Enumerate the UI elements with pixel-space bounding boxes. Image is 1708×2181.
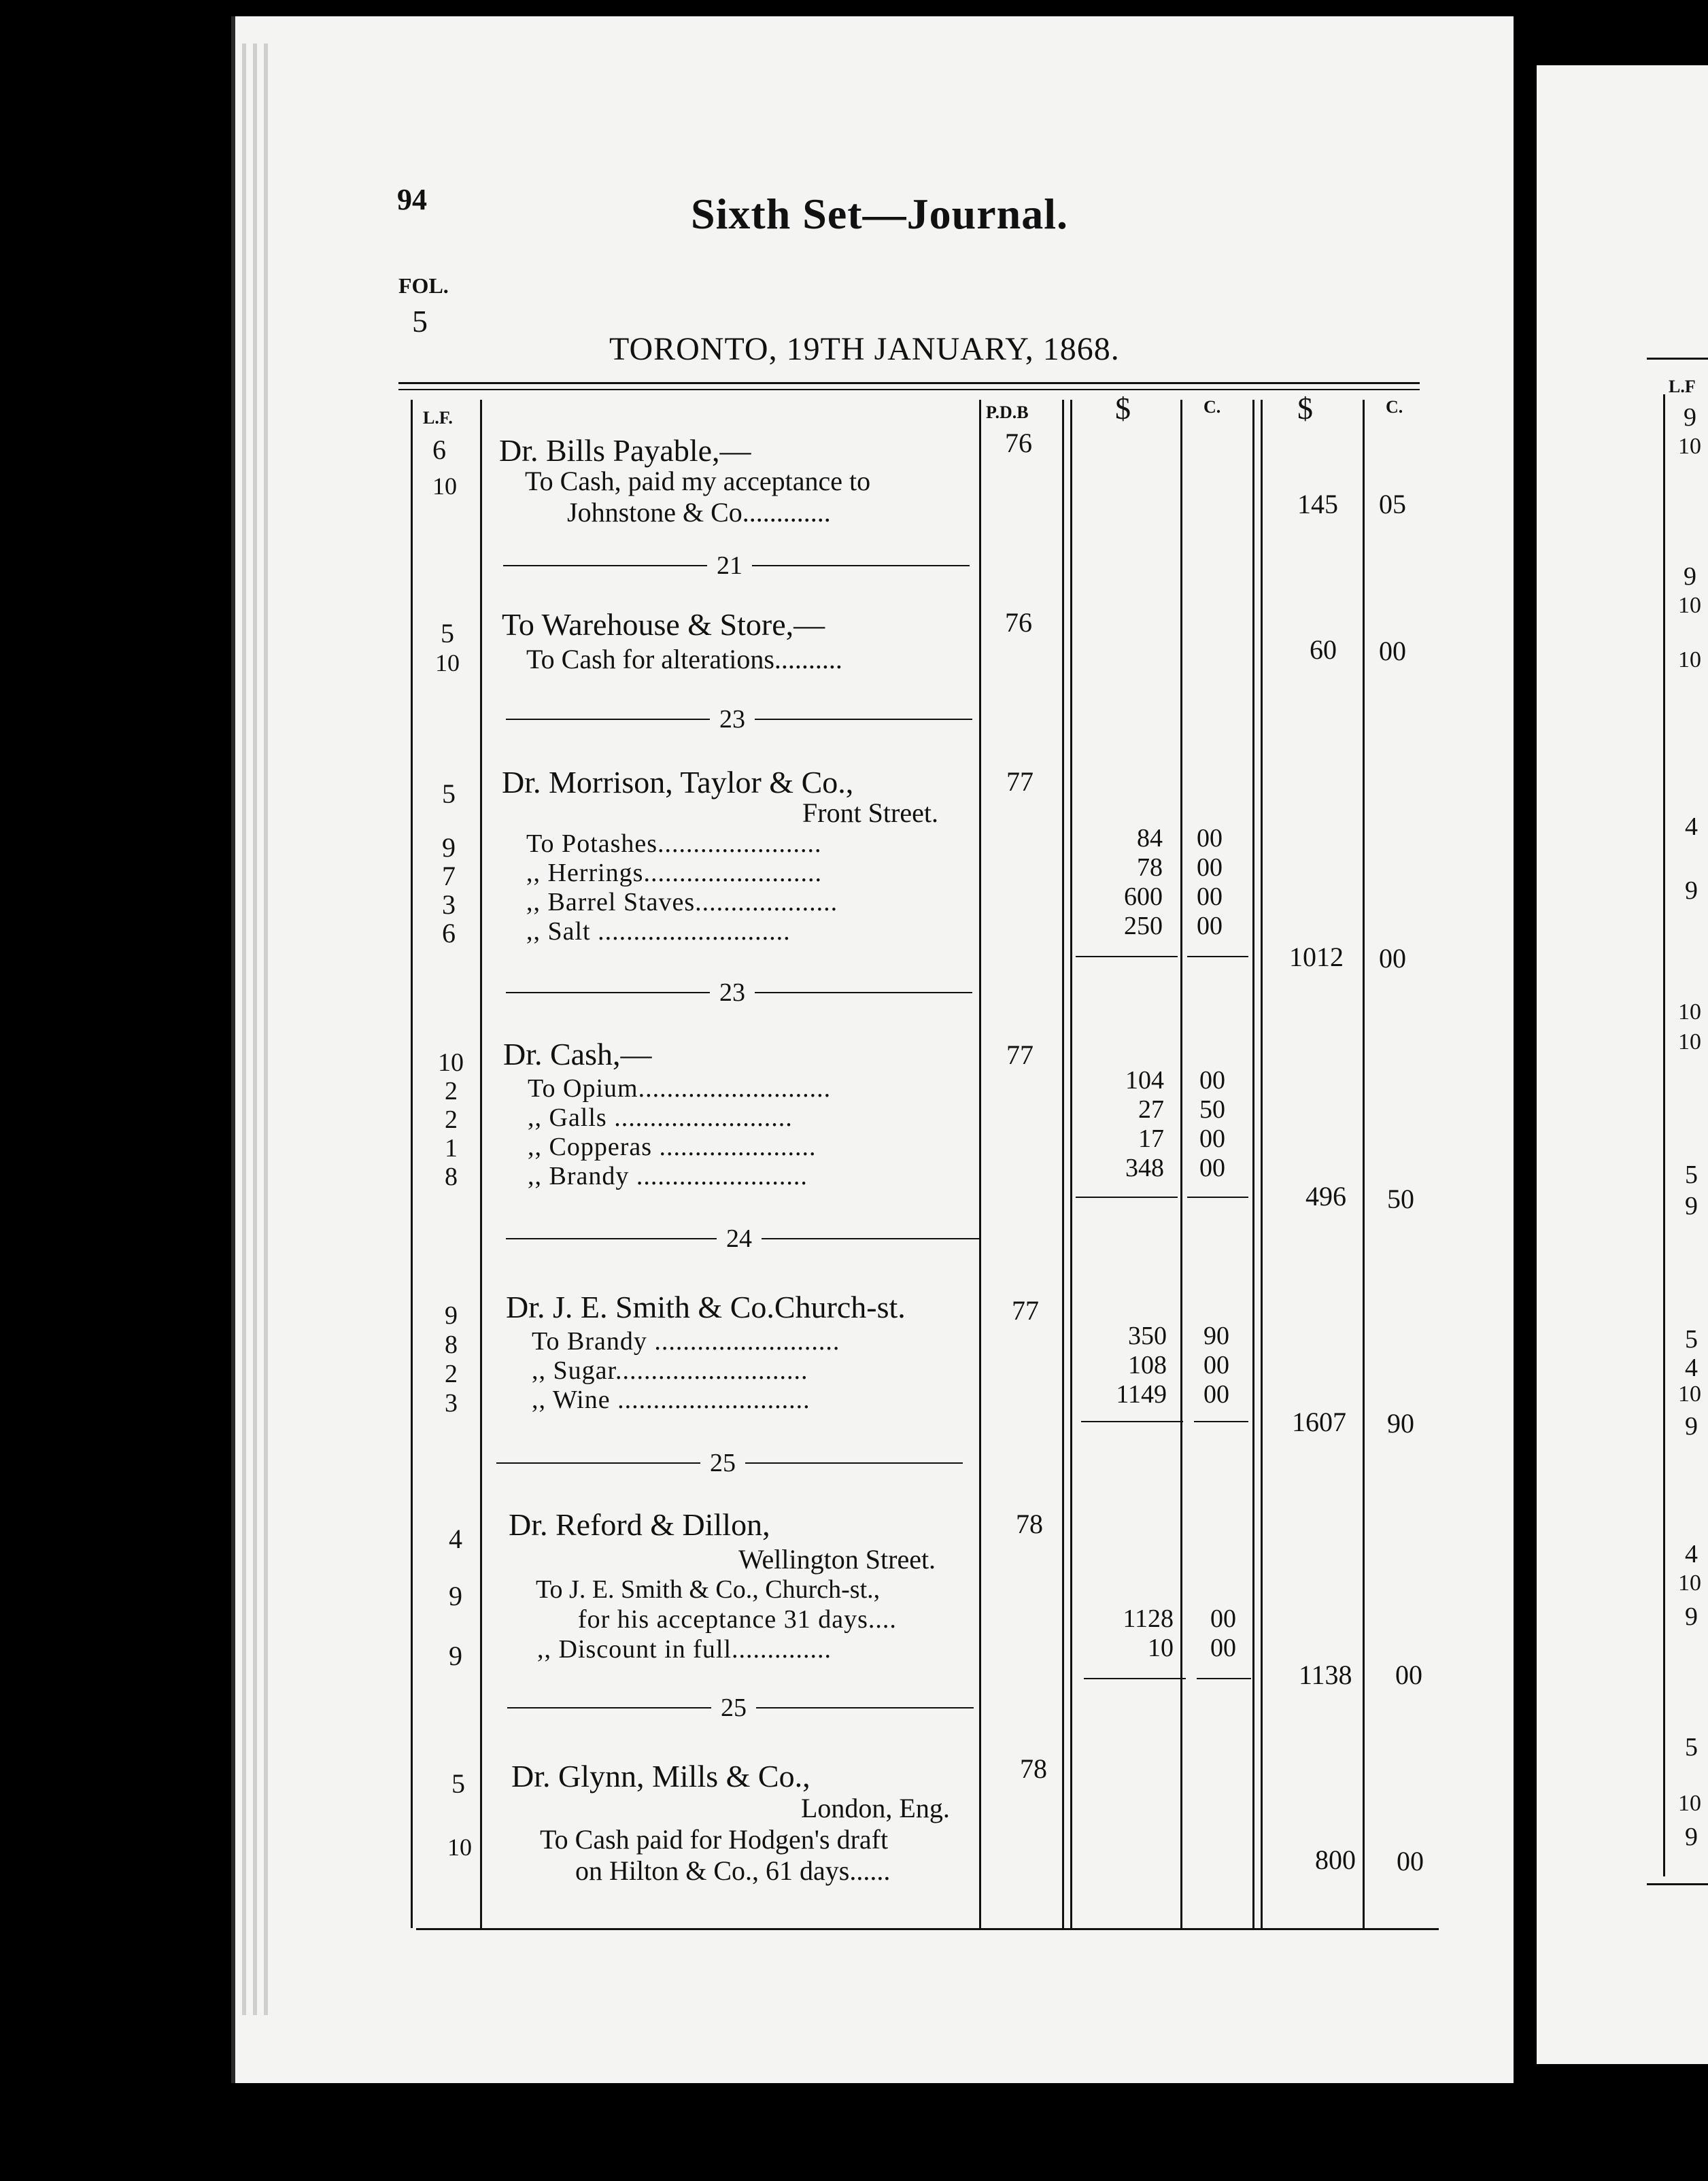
item-label: To Opium........................... [528,1074,832,1103]
entry-title: Dr. Morrison, Taylor & Co., [502,765,854,800]
entry-line: To Cash, paid my acceptance to [525,466,871,496]
facing-folio: 10 [1678,647,1701,672]
ledger-folio: 1 [445,1134,458,1163]
column-rule [1180,400,1182,1928]
facing-lf-header: L.F [1669,377,1696,396]
lf-column-header: L.F. [423,408,453,428]
facing-page [1537,65,1708,2064]
date-divider [506,978,972,1008]
total-cents: 00 [1379,636,1406,666]
date-divider [496,1448,963,1478]
ledger-folio: 10 [435,649,460,676]
item-label: for his acceptance 31 days.... [578,1605,897,1634]
column-rule [480,400,482,1928]
item-cents: 00 [1197,824,1223,853]
facing-page-rule [1647,1883,1708,1885]
ledger-folio: 10 [438,1048,464,1077]
entry-subtitle: London, Eng. [801,1793,950,1823]
fol-number: 5 [412,304,428,339]
item-label: ,, Galls ......................... [528,1103,793,1132]
item-dollars: 1149 [1116,1380,1167,1409]
item-dollars: 10 [1148,1634,1174,1662]
item-dollars: 1128 [1123,1604,1174,1633]
entry-line: To Cash for alterations.......... [526,644,842,674]
item-cents-list [1203,1322,1229,1409]
facing-folio: 10 [1678,1381,1701,1407]
dollars-column-header: $ [1297,391,1313,426]
item-dollars: 78 [1137,853,1163,882]
item-dollars: 84 [1137,824,1163,853]
ledger-folio: 2 [445,1105,458,1134]
item-cents: 00 [1199,1124,1225,1153]
top-rule-thin [398,389,1420,390]
subtotal-rule [1081,1421,1183,1422]
date-divider [503,551,970,581]
column-rule [1062,400,1064,1928]
ledger-folio: 9 [449,1581,462,1611]
entry-subtitle: Front Street. [802,797,938,828]
subtotal-rule [1197,1678,1251,1679]
ledger-folio: 5 [441,618,454,649]
total-cents: 05 [1379,489,1406,519]
item-dollar-list [1088,1066,1164,1183]
ledger-folio: 7 [442,861,456,891]
column-rule [1363,400,1365,1928]
total-dollars: 60 [1310,634,1337,665]
pdb-column-header: P.D.B [986,402,1029,422]
facing-page-rule [1647,358,1708,360]
date-label: 21 [717,551,742,580]
item-dollars: 250 [1124,912,1163,940]
posting-ref: 77 [1006,1040,1034,1070]
total-cents: 00 [1395,1660,1422,1690]
posting-ref: 77 [1012,1295,1039,1326]
item-cents: 00 [1210,1604,1236,1633]
item-cents-list [1199,1066,1225,1183]
item-cents: 00 [1199,1066,1225,1095]
ledger-folio: 8 [445,1163,458,1191]
facing-folio: 4 [1685,1354,1698,1382]
entry-line: Johnstone & Co............. [567,497,831,528]
subtotal-rule [1187,1197,1248,1198]
column-rule [411,400,413,1928]
item-label: ,, Sugar........................... [532,1356,808,1385]
item-cents: 00 [1203,1380,1229,1409]
total-dollars: 145 [1297,489,1338,519]
date-divider [506,1224,979,1254]
item-label-list [526,829,838,946]
ledger-folio: 3 [442,889,456,920]
total-cents: 90 [1387,1408,1414,1439]
item-dollars: 104 [1125,1066,1164,1095]
page-edge [264,44,268,2015]
posting-ref: 77 [1006,766,1034,797]
page-title: Sixth Set—Journal. [691,190,1068,238]
total-cents: 50 [1387,1184,1414,1214]
item-label: ,, Herrings......................... [526,859,822,887]
entry-title: Dr. Glynn, Mills & Co., [511,1759,810,1793]
total-dollars: 1138 [1299,1660,1352,1690]
subtotal-rule [1076,1197,1178,1198]
cents-column-header: C. [1203,397,1221,417]
facing-folio: 5 [1685,1161,1698,1189]
ledger-folio: 2 [445,1360,458,1388]
entry-title: Dr. Bills Payable,— [499,433,751,468]
facing-folio: 4 [1685,1540,1698,1568]
facing-folio: 9 [1685,1823,1698,1851]
facing-column-rule [1663,394,1665,1876]
ledger-folio-list [438,1048,464,1191]
column-rule [979,400,981,1928]
facing-folio: 10 [1678,1791,1701,1816]
item-cents: 00 [1197,882,1223,911]
fol-label: FOL. [398,273,449,298]
entry-title: Dr. J. E. Smith & Co.Church-st. [506,1290,906,1324]
subtotal-rule [1187,956,1248,957]
ledger-folio: 10 [447,1834,472,1861]
column-rule [1261,400,1263,1928]
subtotal-rule [1084,1678,1186,1679]
date-label: 25 [710,1449,736,1477]
facing-folio: 9 [1685,1602,1698,1631]
item-dollar-list [1095,1604,1174,1663]
date-label: 24 [726,1224,752,1253]
item-dollar-list [1088,824,1163,941]
item-label: ,, Salt ........................... [526,917,791,946]
ledger-folio-list [445,1301,458,1418]
facing-folio: 10 [1678,434,1701,459]
item-cents: 00 [1199,1154,1225,1182]
item-cents: 50 [1199,1095,1225,1124]
ledger-folio: 5 [442,778,456,809]
date-label: 23 [719,978,745,1007]
item-dollars: 17 [1138,1124,1164,1153]
posting-ref: 78 [1016,1509,1043,1539]
total-cents: 00 [1379,943,1406,974]
total-dollars: 1012 [1289,942,1344,972]
total-dollars: 800 [1315,1844,1356,1875]
item-dollars: 108 [1128,1351,1167,1379]
facing-folio: 9 [1684,562,1696,591]
item-dollar-list [1091,1322,1167,1409]
item-cents: 00 [1197,853,1223,882]
ledger-folio: 9 [445,1301,458,1330]
dollars-column-header: $ [1115,391,1131,426]
column-rule [1070,400,1072,1928]
ledger-folio: 5 [451,1768,465,1799]
entry-line: on Hilton & Co., 61 days...... [575,1855,891,1886]
item-cents-list [1197,824,1223,941]
page-edge [253,44,257,2015]
ledger-folio: 3 [445,1389,458,1418]
facing-folio: 10 [1678,999,1701,1025]
facing-folio: 9 [1684,403,1696,432]
posting-ref: 78 [1020,1753,1047,1784]
item-dollars: 27 [1138,1095,1164,1124]
item-label: ,, Wine ........................... [532,1386,810,1414]
facing-folio: 10 [1678,1570,1701,1596]
item-label: ,, Copperas ...................... [528,1133,817,1161]
ledger-folio: 6 [442,918,456,948]
item-cents: 90 [1203,1322,1229,1350]
date-heading: TORONTO, 19TH JANUARY, 1868. [609,331,1120,367]
facing-folio: 10 [1678,1029,1701,1054]
ledger-folio: 9 [442,832,456,863]
total-dollars: 496 [1305,1181,1346,1212]
item-cents-list [1210,1604,1236,1663]
entry-title: To Warehouse & Store,— [502,607,825,642]
bottom-rule [416,1928,1439,1930]
item-dollars: 350 [1128,1322,1167,1350]
date-divider [506,704,972,734]
item-dollars: 348 [1125,1154,1164,1182]
ledger-folio: 6 [432,434,446,465]
ledger-folio: 4 [449,1524,462,1554]
item-label: To Potashes....................... [526,829,822,858]
facing-folio: 5 [1685,1325,1698,1354]
facing-folio: 9 [1685,1192,1698,1220]
subtotal-rule [1194,1421,1248,1422]
ledger-folio: 8 [445,1330,458,1359]
facing-folio: 10 [1678,593,1701,618]
ledger-folio: 10 [432,473,457,500]
item-label: ,, Barrel Staves.................... [526,888,838,916]
entry-title: Dr. Cash,— [503,1037,652,1071]
item-label-list [532,1327,840,1415]
date-label: 23 [719,705,745,734]
total-dollars: 1607 [1292,1407,1346,1437]
facing-folio: 5 [1685,1733,1698,1762]
posting-ref: 76 [1005,428,1032,458]
page-number: 94 [397,183,427,216]
ledger-folio-list [442,834,456,948]
page-edge [242,44,246,2015]
column-rule [1252,400,1254,1928]
facing-folio: 9 [1685,1412,1698,1441]
date-divider [507,1693,974,1723]
item-cents: 00 [1203,1351,1229,1379]
item-label-list [528,1074,831,1191]
top-rule [398,382,1420,384]
posting-ref: 76 [1005,607,1032,638]
date-label: 25 [721,1694,747,1722]
subtotal-rule [1076,956,1178,957]
item-label: ,, Brandy ........................ [528,1162,808,1190]
item-label: To J. E. Smith & Co., Church-st., [536,1575,881,1604]
total-cents: 00 [1397,1846,1424,1876]
item-label: To Brandy .......................... [532,1327,840,1356]
cents-column-header: C. [1386,397,1403,417]
item-dollars: 600 [1124,882,1163,911]
entry-subtitle: Wellington Street. [738,1544,936,1575]
item-cents: 00 [1210,1634,1236,1662]
ledger-folio: 9 [449,1641,462,1671]
facing-folio: 4 [1685,812,1698,841]
entry-line: To Cash paid for Hodgen's draft [540,1824,889,1855]
ledger-folio: 2 [445,1077,458,1105]
entry-title: Dr. Reford & Dillon, [509,1507,770,1542]
item-cents: 00 [1197,912,1223,940]
facing-folio: 9 [1685,876,1698,905]
item-label: ,, Discount in full.............. [537,1635,832,1664]
